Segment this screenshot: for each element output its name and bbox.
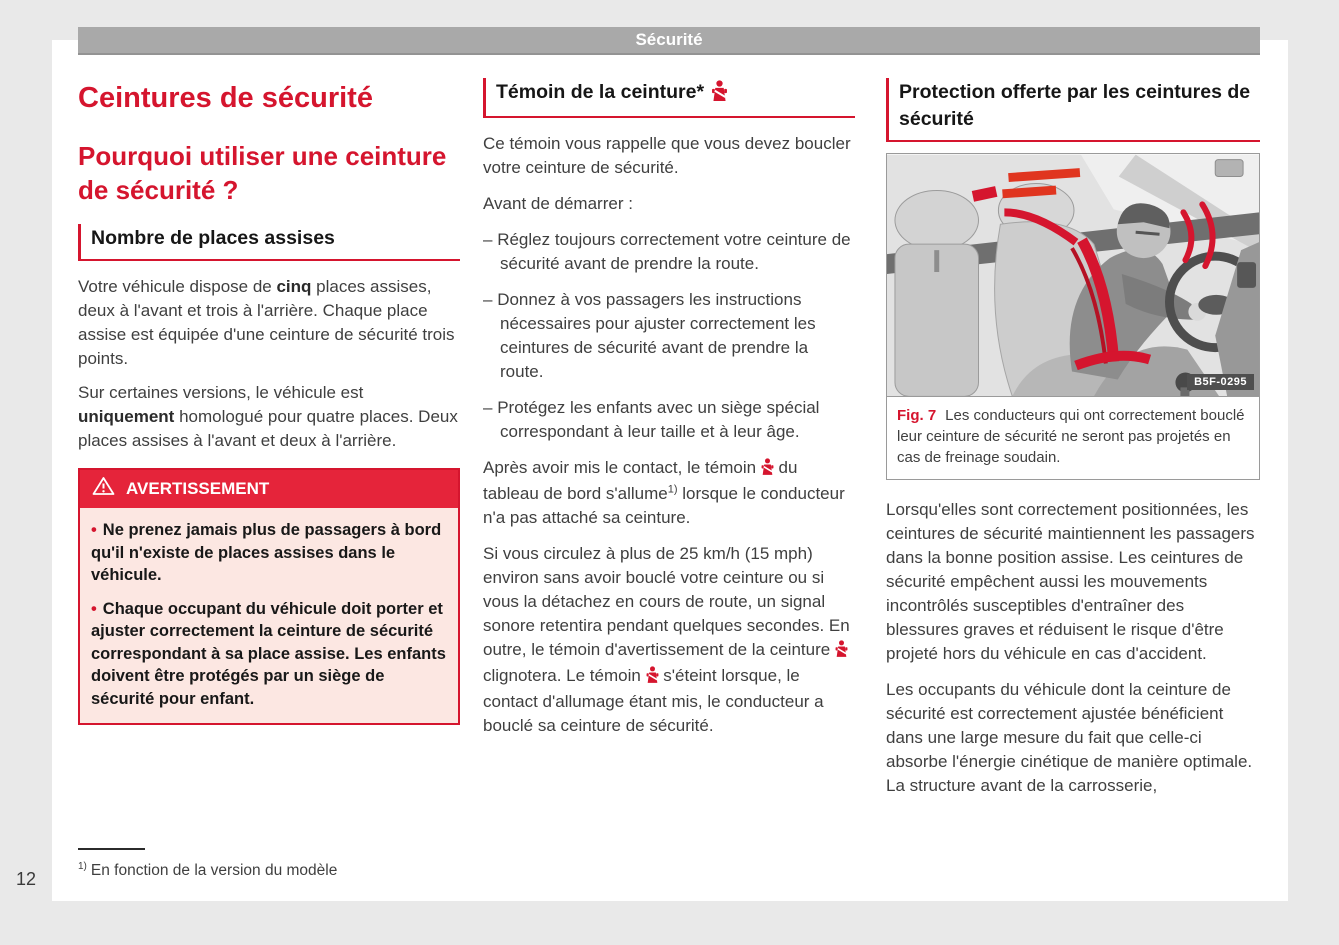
column-right	[886, 78, 1260, 798]
paragraph-versions: Sur certaines versions, le véhicule est uniquement homologué pour quatre places. Deux places assises à l'avant et deux à l'arrière.	[78, 383, 458, 450]
dash-marker: –	[483, 230, 493, 249]
warning-item: • Chaque occupant du véhicule doit porter et ajuster correctement la ceinture de sécurité correspondant à sa place assise. Les enfants doivent être protégés par un siège de sécurité pour enfant.	[91, 599, 446, 708]
figure-7	[886, 153, 1260, 480]
section-question-title: Pourquoi utiliser une ceinture de sécurité ?	[78, 141, 447, 205]
seat-belt-icon	[761, 458, 774, 482]
column-left	[78, 78, 460, 798]
section-heading-temoin: Témoin de la ceinture*	[483, 78, 855, 118]
footnote-block	[78, 848, 478, 880]
warning-item: • Ne prenez jamais plus de passagers à bord qu'il n'existe de places assises dans le véhicule.	[91, 521, 442, 584]
footnote-rule	[78, 848, 145, 850]
paragraph-places: Votre véhicule dispose de cinq places assises, deux à l'avant et trois à l'arrière. Chaque place assise est équipée d'une ceinture de sécurité trois points.	[78, 277, 455, 368]
chapter-header-band	[78, 27, 1260, 55]
paragraph-avant-demarrer: Avant de démarrer :	[483, 194, 633, 213]
paragraph-contact: Après avoir mis le contact, le témoin du tableau de bord s'allume$^{1)}$ lorsque le conducteur n'a pas attaché sa ceinture.	[483, 458, 845, 527]
dash-marker: –	[483, 398, 493, 417]
column-middle	[483, 78, 855, 798]
bullet-marker: •	[91, 599, 97, 618]
paragraph-position: Lorsqu'elles sont correctement positionnées, les ceintures de sécurité maintiennent les passagers dans la bonne position assise. Les ceintures de sécurité empêchent aussi les mouvements incontrôlés susceptibles d'entraîner des blessures graves et réduisent le risque d'être projeté hors du véhicule en cas d'accident.	[886, 500, 1255, 663]
list-item: – Protégez les enfants avec un siège spécial correspondant à leur taille et à leur âge.	[483, 398, 820, 441]
seat-belt-icon	[646, 666, 659, 690]
warning-header	[80, 470, 458, 508]
bullet-marker: •	[91, 521, 97, 539]
seat-belt-icon	[711, 80, 728, 109]
paragraph-temoin-intro: Ce témoin vous rappelle que vous devez boucler votre ceinture de sécurité.	[483, 134, 851, 177]
emphasis-cinq: cinq	[276, 277, 312, 296]
dash-marker: –	[483, 290, 493, 309]
paragraph-occupants: Les occupants du véhicule dont la ceinture de sécurité est correctement ajustée bénéficient dans une large mesure du fait que celle-ci absorbe l'énergie cinétique de manière optimale. La structure avant de la carrosserie,	[886, 680, 1253, 795]
document-page	[52, 40, 1288, 901]
section-heading-protection: Protection offerte par les ceintures de sécurité	[886, 78, 1260, 142]
seat-belt-icon	[835, 640, 848, 664]
section-heading-places-assises: Nombre de places assises	[78, 224, 460, 261]
footnote-marker: 1)	[78, 860, 87, 872]
figure-label: Fig. 7	[897, 407, 937, 424]
content-columns	[78, 78, 1260, 798]
list-item: – Réglez toujours correctement votre ceinture de sécurité avant de prendre la route.	[483, 230, 851, 273]
page-number: 12	[16, 869, 37, 889]
chapter-title: Ceintures de sécurité	[78, 82, 373, 114]
footnote-reference: 1)	[667, 483, 678, 496]
list-item: – Donnez à vos passagers les instructions nécessaires pour ajuster correctement les ceintures de sécurité avant de prendre la route.	[483, 290, 816, 381]
figure-7-illustration	[887, 154, 1259, 397]
chapter-header-title: Sécurité	[635, 30, 703, 49]
warning-label: AVERTISSEMENT	[126, 478, 270, 498]
warning-triangle-icon	[92, 476, 115, 501]
warning-body	[80, 508, 458, 723]
figure-7-caption: Fig. 7 Les conducteurs qui ont correctement bouclé leur ceinture de sécurité ne seront pas projetés en cas de freinage soudain.	[897, 407, 1245, 466]
figure-image-code: B5F-0295	[1187, 374, 1254, 390]
emphasis-uniquement: uniquement	[78, 407, 175, 426]
footnote-text: $^{1)}$ En fonction de la version du modèle	[78, 860, 338, 879]
paragraph-signal-sonore: Si vous circulez à plus de 25 km/h (15 mph) environ sans avoir bouclé votre ceinture ou si vous la détachez en cours de route, un signal sonore retentira pendant quelques secondes. En outre, le témoin d'avertissement de la ceinture clignotera. Le témoin s'éteint lorsque, le contact d'allumage étant mis, le conducteur a bouclé sa ceinture de sécurité.	[483, 544, 850, 735]
warning-box	[78, 468, 460, 725]
